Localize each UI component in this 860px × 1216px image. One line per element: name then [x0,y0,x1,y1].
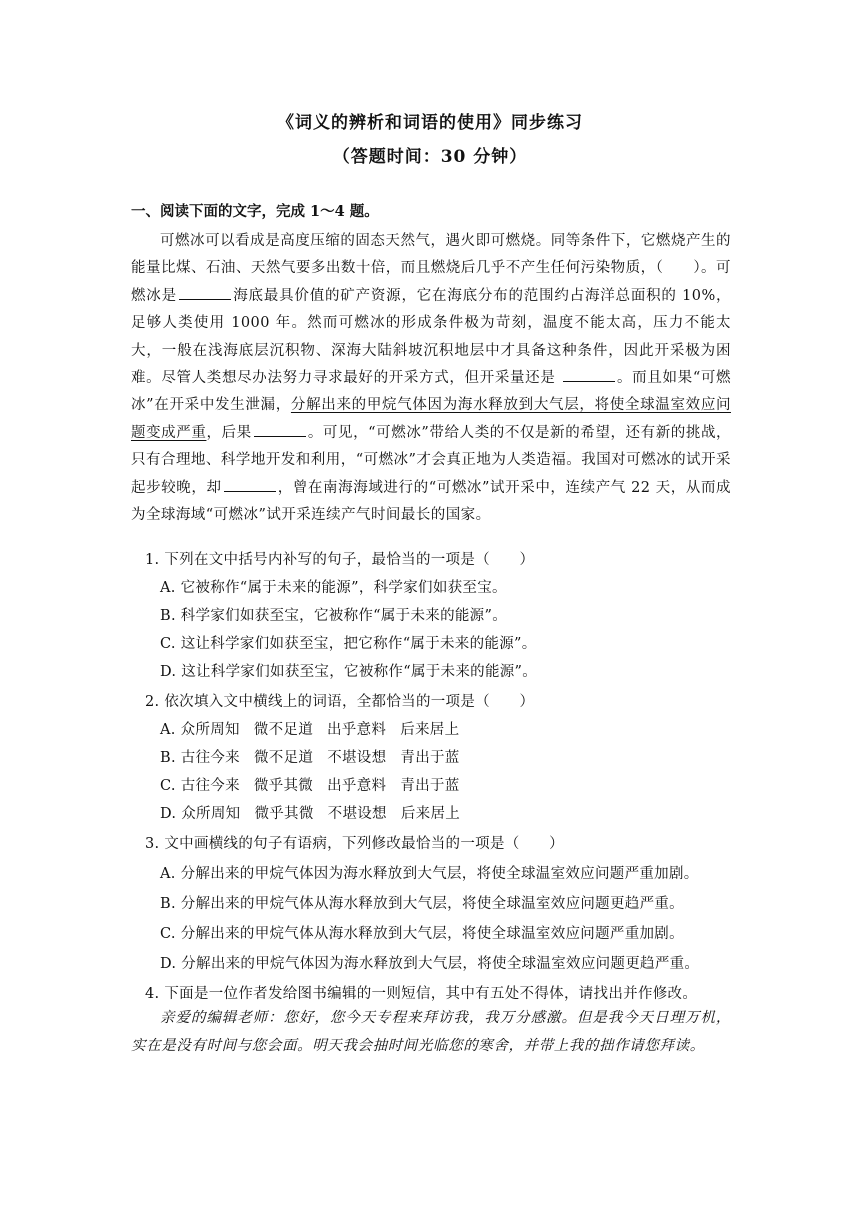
question-3-option-c: C. 分解出来的甲烷气体从海水释放到大气层，将使全球温室效应问题严重加剧。 [160,926,684,942]
reading-passage [131,228,731,529]
fill-blank-1 [179,285,231,300]
question-1-option-a: A. 它被称作“属于未来的能源”，科学家们如获至宝。 [160,580,507,596]
passage-text: 海底最具价值的矿产资源，它在海底分布的范围约占海洋总面积的 10%，足够人类使用 1000 年。然而可燃冰的形成条件极为苛刻，温度不能太高，压力不能太大，一般在浅海底层沉积物、深海大陆斜坡沉积地层中才具备这种条件，因此开采极为困难。尽管人类想尽办法努力寻求最好的开采方式，但开采量还是 [131,287,731,387]
option-word: 微不足道 [253,750,314,766]
question-2-option-b [160,746,460,767]
option-word: 不堪设想 [327,806,387,822]
question-2-option-d [160,802,460,823]
question-1-stem: 1. 下列在文中括号内补写的句子，最恰当的一项是（ ） [145,552,535,568]
passage-text: 可燃冰可以看成是高度压缩的固态天然气，遇火即可燃烧。同等条件下，它燃烧产生的能量比煤、石油、天然气要多出数十倍，而且燃烧后几乎不产生任何污染物质，（ ）。可燃冰是 [131,233,731,304]
underlined-sentence: 分解出来的甲烷气体因为海水释放到大气层，将使全球温室效应问题变成严重 [131,397,731,441]
document-subtitle: （答题时间：30 分钟） [332,147,528,167]
passage-text: 。可见，“可燃冰”带给人类的不仅是新的希望，还有新的挑战，只有合理地、科学地开发和利用，“可燃冰”才会真正地为人类造福。我国对可燃冰的试开采起步较晚，却 [131,424,732,496]
option-word: C. 古往今来 [160,778,240,794]
fill-blank-2 [563,367,615,382]
passage-text: ，曾在南海海域进行的“可燃冰”试开采中，连续产气 22 天，从而成为全球海域“可燃冰”试开采连续产气时间最长的国家。 [131,479,732,524]
fill-blank-3 [254,422,306,437]
question-3-option-d: D. 分解出来的甲烷气体因为海水释放到大气层，将使全球温室效应问题更趋严重。 [160,956,700,972]
question-2-stem: 2. 依次填入文中横线上的词语，全都恰当的一项是（ ） [145,694,535,710]
option-word: 微乎其微 [254,806,314,822]
passage-text: ，后果 [206,424,252,441]
document-title: 《词义的辨析和词语的使用》同步练习 [277,113,583,133]
question-3-stem: 3. 文中画横线的句子有语病，下列修改最恰当的一项是（ ） [145,836,564,852]
option-word: 微不足道 [253,722,313,738]
option-word: 后来居上 [400,806,461,822]
option-word: D. 众所周知 [160,806,241,822]
question-1-option-b: B. 科学家们如获至宝，它被称作“属于未来的能源”。 [160,608,507,624]
question-2-option-a [160,718,459,739]
option-word: 青出于蓝 [400,750,460,766]
option-word: 出乎意料 [327,778,387,794]
option-word: 不堪设想 [327,750,387,766]
option-word: A. 众所周知 [160,722,240,738]
question-1-option-c: C. 这让科学家们如获至宝，把它称作“属于未来的能源”。 [160,636,537,652]
passage-text: 。而且如果“可燃冰”在开采中发生泄漏， [131,370,731,414]
section-heading: 一、阅读下面的文字，完成 1～4 题。 [131,203,379,220]
question-3-option-b: B. 分解出来的甲烷气体从海水释放到大气层，将使全球温室效应问题更趋严重。 [160,896,684,912]
option-word: 出乎意料 [327,722,387,738]
option-word: 微乎其微 [253,778,314,794]
option-word: 后来居上 [400,722,460,738]
option-word: B. 古往今来 [160,750,240,766]
passage-paragraph [131,228,731,529]
option-word: 青出于蓝 [400,778,460,794]
fill-blank-4 [224,477,276,492]
sample-message: 亲爱的编辑老师：您好，您今天专程来拜访我，我万分感激。但是我今天日理万机，实在是没有时间与您会面。明天我会抽时间光临您的寒舍，并带上我的拙作请您拜读。 [131,1010,731,1054]
question-3-option-a: A. 分解出来的甲烷气体因为海水释放到大气层，将使全球温室效应问题严重加剧。 [160,866,699,882]
question-1-option-d: D. 这让科学家们如获至宝，它被称作“属于未来的能源”。 [160,664,538,680]
question-2-option-c [160,774,460,795]
question-4-stem: 4. 下面是一位作者发给图书编辑的一则短信，其中有五处不得体，请找出并作修改。 [145,986,698,1002]
